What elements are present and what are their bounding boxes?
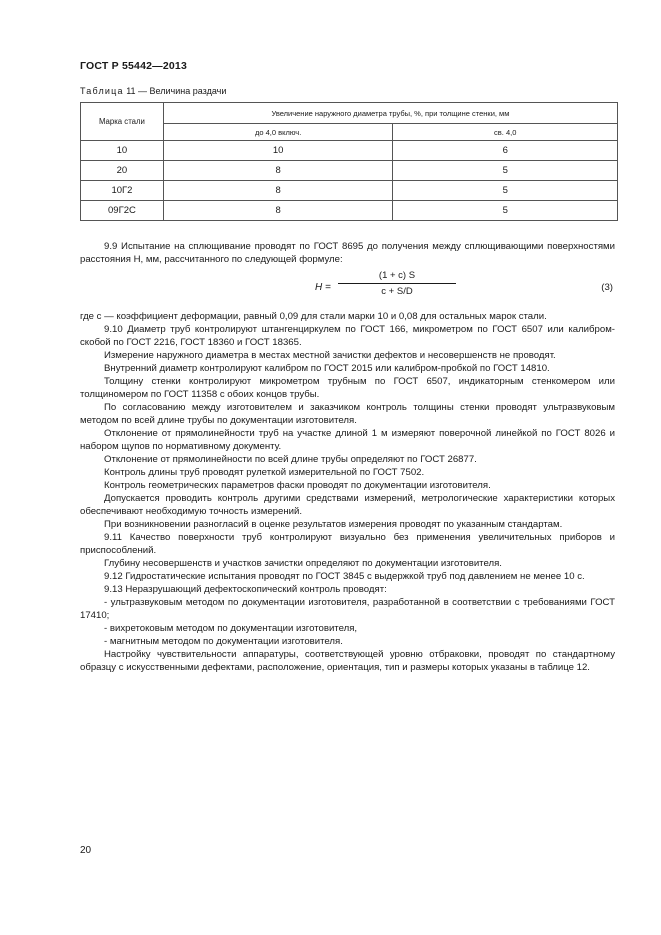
cell-value-thick: 5 <box>393 181 618 201</box>
paragraph-9-13: 9.13 Неразрушающий дефектоскопический контроль проводят: <box>104 584 387 595</box>
paragraph-chamfer: Контроль геометрических параметров фаски проводят по документации изготовителя. <box>104 480 491 491</box>
cell-steel: 10 <box>81 141 164 161</box>
table-11-caption <box>80 86 226 96</box>
formula-denominator: c + S/D <box>381 286 413 297</box>
cell-value-thick: 6 <box>393 141 618 161</box>
paragraph-9-11: 9.11 Качество поверхности труб контролируют визуально без применения увеличительных приборов и приспособлений. <box>80 532 615 556</box>
table-caption-prefix: Таблица <box>80 86 124 96</box>
paragraph-length: Контроль длины труб проводят рулеткой измерительной по ГОСТ 7502. <box>104 467 425 478</box>
formula-numerator: (1 + c) S <box>338 269 456 284</box>
cell-value-thick: 5 <box>393 201 618 221</box>
paragraph-where: где c — коэффициент деформации, равный 0,09 для стали марки 10 и 0,08 для остальных марок стали. <box>80 311 547 322</box>
table-caption-title: 11 — Величина раздачи <box>123 86 227 96</box>
formula-lhs: H = <box>315 282 331 293</box>
paragraph-depth: Глубину несовершенств и участков зачистки определяют по документации изготовителя. <box>104 558 502 569</box>
paragraph-agreement: По согласованию между изготовителем и заказчиком контроль толщины стенки проводят ультразвуковым методом по всей длине трубы по документации изготовителя. <box>80 402 615 426</box>
standard-header: ГОСТ Р 55442—2013 <box>80 60 188 72</box>
paragraph-9-12: 9.12 Гидростатические испытания проводят по ГОСТ 3845 с выдержкой труб под давлением не менее 10 с. <box>104 571 585 582</box>
paragraph-wall-thickness: Толщину стенки контролируют микрометром трубным по ГОСТ 6507, индикаторным стенкомером или толщиномером по ГОСТ 11358 с обоих концов трубы. <box>80 376 615 400</box>
cell-value-thick: 5 <box>393 161 618 181</box>
list-item-eddy-current: - вихретоковым методом по документации изготовителя, <box>104 623 358 634</box>
header-steel-grade: Марка стали <box>81 103 164 141</box>
paragraph-measure: Измерение наружного диаметра в местах местной зачистки дефектов и несовершенств не проводят. <box>104 350 556 361</box>
header-wall-up-to-4: до 4,0 включ. <box>163 124 393 141</box>
formula-3 <box>80 267 615 307</box>
cell-steel: 20 <box>81 161 164 181</box>
paragraph-inner-diameter: Внутренний диаметр контролируют калибром по ГОСТ 2015 или калибром-пробкой по ГОСТ 14810. <box>104 363 550 374</box>
table-row <box>81 161 618 181</box>
body-text <box>80 240 615 674</box>
list-item-magnetic: - магнитным методом по документации изготовителя. <box>104 636 343 647</box>
cell-steel: 09Г2С <box>81 201 164 221</box>
list-item-ultrasonic: - ультразвуковым методом по документации изготовителя, разработанной в соответствии с требованиями ГОСТ 17410; <box>80 597 615 621</box>
cell-value-thin: 8 <box>163 181 393 201</box>
paragraph-other-means: Допускается проводить контроль другими средствами измерений, метрологические характеристики которых обеспечивают необходимую точность измерений. <box>80 493 615 517</box>
table-row <box>81 181 618 201</box>
paragraph-dispute: При возникновении разногласий в оценке результатов измерения проводят по указанным стандартам. <box>104 519 563 530</box>
paragraph-straightness-full: Отклонение от прямолинейности по всей длине трубы определяют по ГОСТ 26877. <box>104 454 477 465</box>
cell-value-thin: 8 <box>163 201 393 221</box>
formula-number: (3) <box>601 282 613 293</box>
paragraph-straightness-1m: Отклонение от прямолинейности труб на участке длиной 1 м измеряют поверочной линейкой по ГОСТ 8026 и набором щупов по нормативному документу. <box>80 428 615 452</box>
header-wall-over-4: св. 4,0 <box>393 124 618 141</box>
paragraph-sensitivity-setup: Настройку чувствительности аппаратуры, соответствующей уровню отбраковки, проводят по стандартному образцу с искусственными дефектами, расположение, ориентация, тип и размеры которых указаны в таблице 12. <box>80 649 615 673</box>
table-row <box>81 201 618 221</box>
cell-value-thin: 10 <box>163 141 393 161</box>
cell-value-thin: 8 <box>163 161 393 181</box>
page-number: 20 <box>80 845 92 856</box>
table-row <box>81 141 618 161</box>
formula-fraction <box>338 269 456 298</box>
cell-steel: 10Г2 <box>81 181 164 201</box>
table-11 <box>80 102 618 221</box>
paragraph-9-9: 9.9 Испытание на сплющивание проводят по ГОСТ 8695 до получения между сплющивающими поверхностями расстояния H, мм, рассчитанного по следующей формуле: <box>80 241 615 265</box>
paragraph-9-10: 9.10 Диаметр труб контролируют штангенциркулем по ГОСТ 166, микрометром по ГОСТ 6507 или калибром-скобой по ГОСТ 2216, ГОСТ 18360 и ГОСТ 18365. <box>80 324 615 348</box>
header-diameter-increase: Увеличение наружного диаметра трубы, %, при толщине стенки, мм <box>163 103 617 124</box>
